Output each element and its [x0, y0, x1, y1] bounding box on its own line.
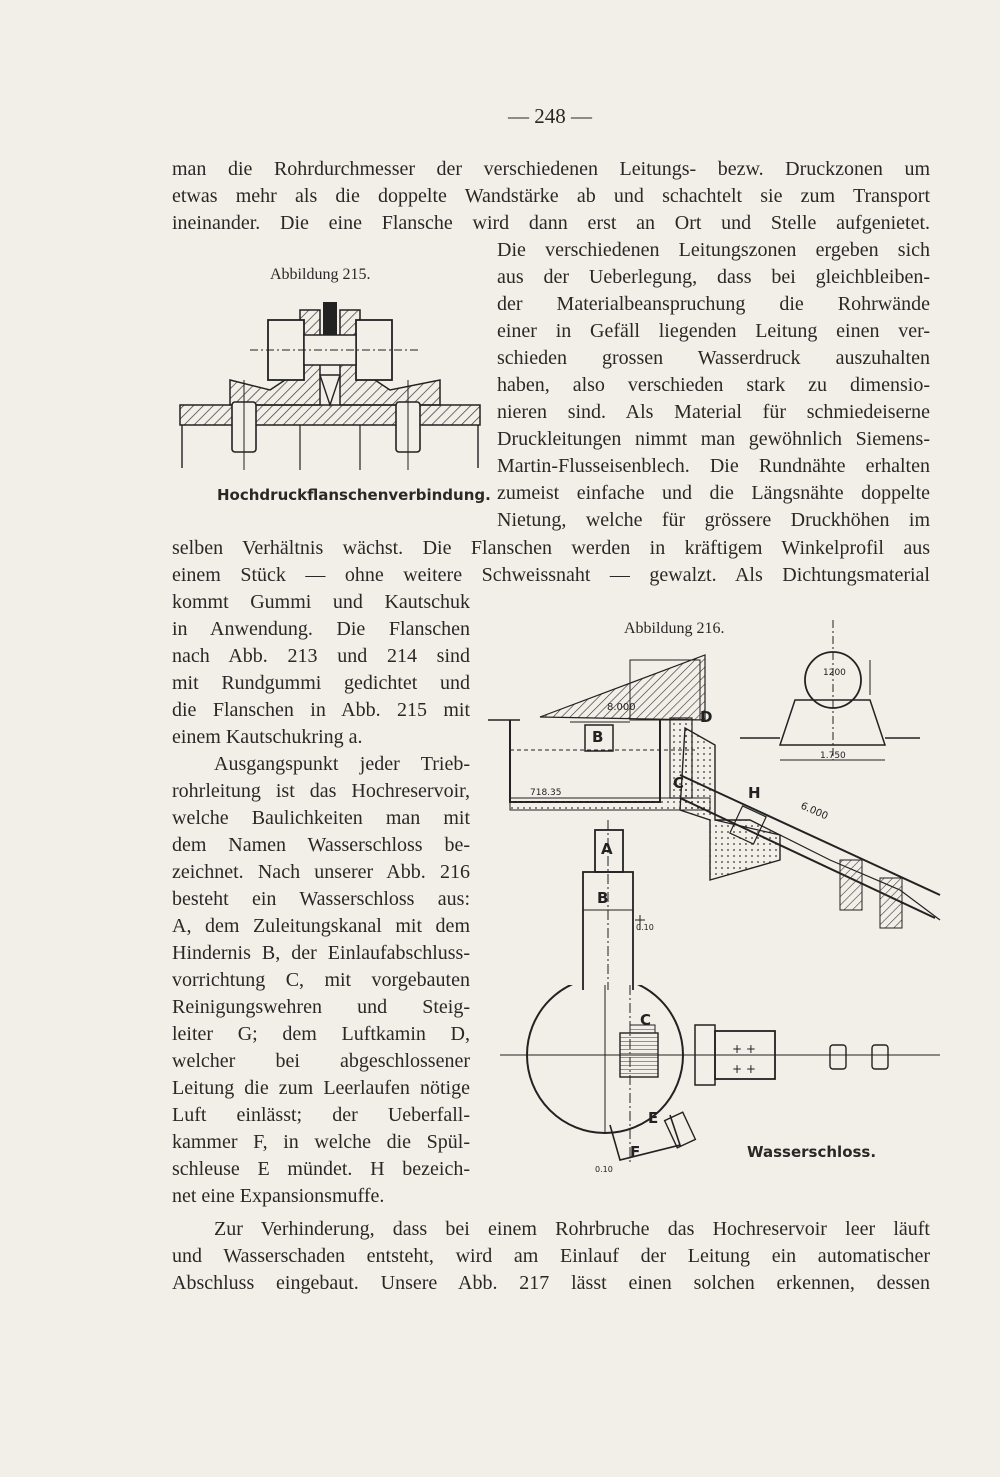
figure-216-section — [480, 620, 950, 990]
text-line: schieden grossen Wasserdruck auszuhalten — [497, 347, 930, 369]
fig-letter: B — [592, 728, 604, 746]
figure-215-drawing — [170, 290, 490, 480]
figure-216-caption: Wasserschloss. — [747, 1143, 877, 1161]
text-line: der Materialbeanspruchung die Rohrwände — [497, 293, 930, 315]
text-line: Nietung, welche für grössere Druckhöhen im — [497, 509, 930, 531]
dim-label: 718.35 — [530, 788, 562, 798]
text-line: net eine Expansionsmuffe. — [172, 1185, 385, 1207]
text-line: zeichnet. Nach unserer Abb. 216 — [172, 861, 470, 883]
page-number: — 248 — — [508, 104, 592, 128]
figure-216-label: Abbildung 216. — [624, 620, 725, 637]
dim-label: 8.000 — [607, 702, 636, 713]
dim-label: 0.10 — [636, 923, 654, 932]
text-line: welche Baulichkeiten man mit — [172, 807, 470, 829]
figure-216-plan — [500, 985, 950, 1175]
text-line: schleuse E mündet. H bezeich- — [172, 1158, 470, 1180]
text-line: zumeist einfache und die Längsnähte doppelte — [497, 482, 930, 504]
fig-letter: A — [601, 840, 613, 858]
dim-label: 1200 — [823, 668, 846, 678]
text-line: Hindernis B, der Einlaufabschluss- — [172, 942, 470, 964]
text-line: welcher bei abgeschlossener — [172, 1050, 470, 1072]
fig-letter: B — [597, 889, 609, 907]
text-line: einem Stück — ohne weitere Schweissnaht — gewalzt. Als Dichtungsmaterial — [172, 564, 930, 586]
text-line: einer in Gefäll liegenden Leitung einen ver- — [497, 320, 930, 342]
text-line: aus der Ueberlegung, dass bei gleichbleiben- — [497, 266, 930, 288]
text-line: nieren sind. Als Material für schmiedeiserne — [497, 401, 930, 423]
text-line: kammer F, in welche die Spül- — [172, 1131, 470, 1153]
text-line: Reinigungswehren und Steig- — [172, 996, 470, 1018]
text-line: besteht ein Wasserschloss aus: — [172, 888, 470, 910]
fig-letter: H — [748, 784, 761, 802]
text-line: Leitung die zum Leerlaufen nötige — [172, 1077, 470, 1099]
fig-letter: F — [630, 1143, 641, 1161]
text-line: die Flanschen in Abb. 215 mit — [172, 699, 470, 721]
text-line: dem Namen Wasserschloss be- — [172, 834, 470, 856]
text-line: selben Verhältnis wächst. Die Flanschen werden in kräftigem Winkelprofil aus — [172, 537, 930, 559]
text-line: A, dem Zuleitungskanal mit dem — [172, 915, 470, 937]
text-line: haben, also verschieden stark zu dimensio- — [497, 374, 930, 396]
text-line: mit Rundgummi gedichtet und — [172, 672, 470, 694]
fig-letter: E — [648, 1109, 659, 1127]
fig-letter: C — [673, 774, 685, 792]
dim-label: 6.000 — [798, 800, 830, 823]
dim-label: 0.10 — [595, 1165, 613, 1174]
text-line: Ausgangspunkt jeder Trieb- — [214, 753, 470, 775]
text-line: man die Rohrdurchmesser der verschiedenen Leitungs- bezw. Druckzonen um — [172, 158, 930, 180]
text-line: nach Abb. 213 und 214 sind — [172, 645, 470, 667]
text-line: und Wasserschaden entsteht, wird am Einlauf der Leitung ein automatischer — [172, 1245, 930, 1267]
text-line: in Anwendung. Die Flanschen — [172, 618, 470, 640]
text-line: leiter G; dem Luftkamin D, — [172, 1023, 470, 1045]
fig-letter: C — [640, 1011, 652, 1029]
text-line: Martin-Flusseisenblech. Die Rundnähte erhalten — [497, 455, 930, 477]
text-line: Luft einlässt; der Ueberfall- — [172, 1104, 470, 1126]
svg-text:+ +: + + — [732, 1042, 756, 1056]
text-line: Druckleitungen nimmt man gewöhnlich Siemens- — [497, 428, 930, 450]
text-line: Die verschiedenen Leitungszonen ergeben sich — [497, 239, 930, 261]
text-line: Abschluss eingebaut. Unsere Abb. 217 lässt einen solchen erkennen, dessen — [172, 1272, 930, 1294]
text-line: etwas mehr als die doppelte Wandstärke ab und schachtelt sie zum Transport — [172, 185, 930, 207]
text-line: ineinander. Die eine Flansche wird dann erst an Ort und Stelle aufgenietet. — [172, 212, 930, 234]
figure-215-caption: Hochdruckflanschenverbindung. — [217, 486, 491, 504]
text-line: vorrichtung C, mit vorgebauten — [172, 969, 470, 991]
svg-text:+ +: + + — [732, 1062, 756, 1076]
text-line: kommt Gummi und Kautschuk — [172, 591, 470, 613]
fig-letter: D — [700, 708, 713, 726]
dim-label: 1.750 — [820, 751, 846, 761]
text-line: Zur Verhinderung, dass bei einem Rohrbruche das Hochreservoir leer läuft — [214, 1218, 930, 1240]
text-line: einem Kautschukring a. — [172, 726, 363, 748]
text-line: rohrleitung ist das Hochreservoir, — [172, 780, 470, 802]
figure-215-label: Abbildung 215. — [270, 266, 371, 283]
